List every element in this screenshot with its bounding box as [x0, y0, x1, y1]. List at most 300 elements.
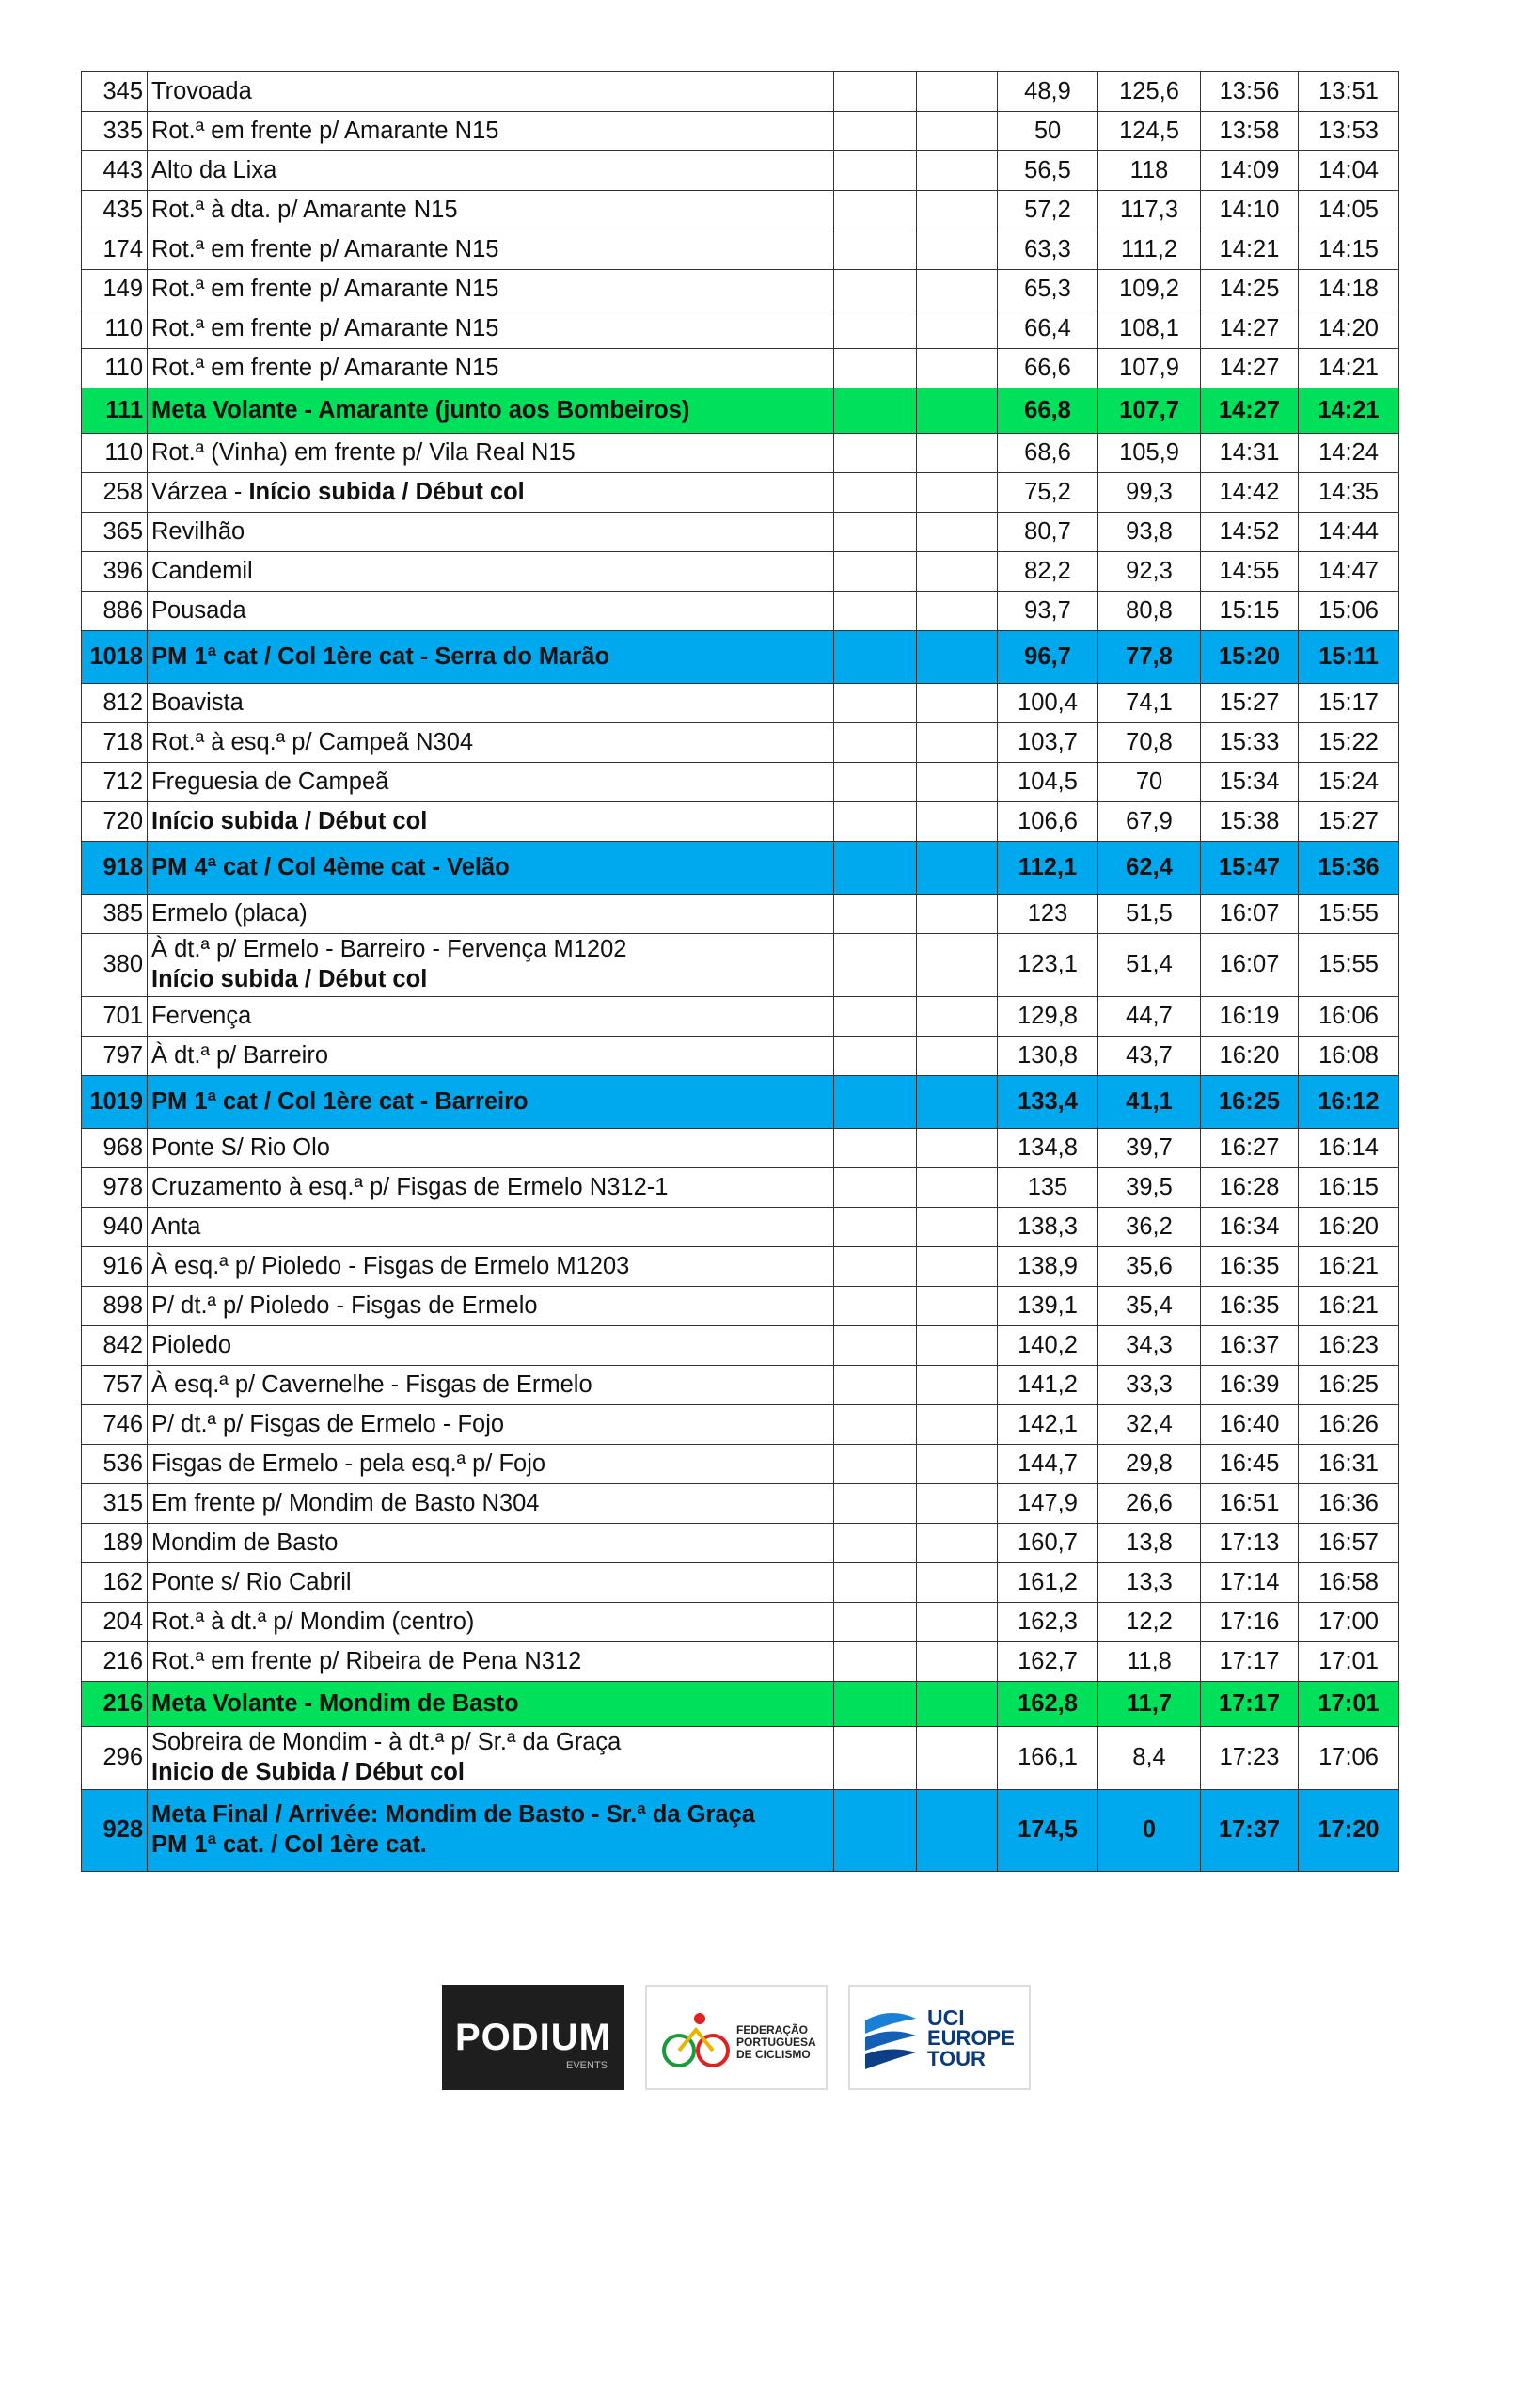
- blank-cell: [917, 997, 998, 1037]
- altitude-cell: 216: [82, 1682, 148, 1727]
- km-done-cell: 162,8: [998, 1682, 1098, 1727]
- location-line-1: Sobreira de Mondim - à dt.ª p/ Sr.ª da Graça: [151, 1729, 622, 1756]
- blank-cell: [834, 997, 917, 1037]
- time-slow-cell: 16:21: [1299, 1247, 1399, 1287]
- location-line-2: Inicio de Subida / Début col: [151, 1759, 465, 1785]
- route-row: [82, 763, 1399, 802]
- location-cell: [148, 1326, 834, 1366]
- time-slow-cell: 17:20: [1299, 1790, 1399, 1872]
- location-text: Freguesia de Campeã: [151, 768, 389, 795]
- km-done-cell: 104,5: [998, 763, 1098, 802]
- route-row: [82, 1563, 1399, 1603]
- time-slow-cell: 16:26: [1299, 1405, 1399, 1445]
- altitude-cell: 757: [82, 1366, 148, 1405]
- km-done-cell: 93,7: [998, 592, 1098, 631]
- time-fast-cell: 14:52: [1201, 513, 1299, 552]
- route-row: [82, 513, 1399, 552]
- route-row: [82, 1727, 1399, 1790]
- route-row: [82, 1366, 1399, 1405]
- km-done-cell: 162,3: [998, 1603, 1098, 1642]
- blank-cell: [917, 763, 998, 802]
- time-slow-cell: 17:06: [1299, 1727, 1399, 1790]
- time-fast-cell: 16:07: [1201, 934, 1299, 997]
- location-text: Trovoada: [151, 77, 252, 104]
- location-cell: [148, 1603, 834, 1642]
- km-remaining-cell: 36,2: [1098, 1208, 1201, 1247]
- altitude-cell: 978: [82, 1168, 148, 1208]
- blank-cell: [834, 1247, 917, 1287]
- km-done-cell: 162,7: [998, 1642, 1098, 1682]
- blank-cell: [834, 112, 917, 151]
- time-fast-cell: 15:34: [1201, 763, 1299, 802]
- blank-cell: [834, 513, 917, 552]
- km-done-cell: 65,3: [998, 270, 1098, 309]
- altitude-cell: 110: [82, 349, 148, 388]
- km-remaining-cell: 8,4: [1098, 1727, 1201, 1790]
- km-done-cell: 174,5: [998, 1790, 1098, 1872]
- blank-cell: [917, 230, 998, 270]
- blank-cell: [917, 1208, 998, 1247]
- km-done-cell: 134,8: [998, 1129, 1098, 1168]
- time-slow-cell: 14:15: [1299, 230, 1399, 270]
- time-fast-cell: 15:20: [1201, 631, 1299, 684]
- km-remaining-cell: 92,3: [1098, 552, 1201, 592]
- time-fast-cell: 14:10: [1201, 191, 1299, 230]
- blank-cell: [834, 802, 917, 842]
- time-fast-cell: 15:27: [1201, 684, 1299, 723]
- location-cell: [148, 1287, 834, 1326]
- location-text: À esq.ª p/ Pioledo - Fisgas de Ermelo M1203: [151, 1252, 630, 1279]
- blank-cell: [917, 1129, 998, 1168]
- blank-cell: [834, 309, 917, 349]
- time-slow-cell: 14:20: [1299, 309, 1399, 349]
- blank-cell: [917, 802, 998, 842]
- location-cell: [148, 270, 834, 309]
- blank-cell: [834, 230, 917, 270]
- time-fast-cell: 16:19: [1201, 997, 1299, 1037]
- time-fast-cell: 16:35: [1201, 1287, 1299, 1326]
- blank-cell: [917, 1445, 998, 1484]
- km-done-cell: 133,4: [998, 1076, 1098, 1129]
- km-remaining-cell: 11,8: [1098, 1642, 1201, 1682]
- km-done-cell: 123,1: [998, 934, 1098, 997]
- route-row: [82, 1037, 1399, 1076]
- route-row: [82, 230, 1399, 270]
- time-fast-cell: 16:27: [1201, 1129, 1299, 1168]
- altitude-cell: 886: [82, 592, 148, 631]
- location-cell: [148, 802, 834, 842]
- location-text: Rot.ª à dt.ª p/ Mondim (centro): [151, 1608, 475, 1635]
- time-fast-cell: 16:35: [1201, 1247, 1299, 1287]
- route-row: [82, 552, 1399, 592]
- location-cell: [148, 1037, 834, 1076]
- route-row: [82, 842, 1399, 895]
- blank-cell: [834, 631, 917, 684]
- time-slow-cell: 16:08: [1299, 1037, 1399, 1076]
- location-cell: [148, 191, 834, 230]
- altitude-cell: 296: [82, 1727, 148, 1790]
- km-done-cell: 129,8: [998, 997, 1098, 1037]
- time-slow-cell: 16:58: [1299, 1563, 1399, 1603]
- location-cell: [148, 1445, 834, 1484]
- time-fast-cell: 16:25: [1201, 1076, 1299, 1129]
- fpc-logo-text: FEDERAÇÃO PORTUGUESA DE CICLISMO: [736, 2023, 816, 2061]
- route-row: [82, 434, 1399, 473]
- time-fast-cell: 14:27: [1201, 309, 1299, 349]
- blank-cell: [834, 842, 917, 895]
- podium-logo: [442, 1985, 624, 2090]
- km-remaining-cell: 32,4: [1098, 1405, 1201, 1445]
- route-row: [82, 1790, 1399, 1872]
- km-done-cell: 103,7: [998, 723, 1098, 763]
- route-row: [82, 997, 1399, 1037]
- location-text: Rot.ª à dta. p/ Amarante N15: [151, 196, 458, 223]
- blank-cell: [917, 1642, 998, 1682]
- location-cell: [148, 230, 834, 270]
- location-text: Cruzamento à esq.ª p/ Fisgas de Ermelo N312-1: [151, 1173, 669, 1200]
- blank-cell: [917, 1366, 998, 1405]
- time-slow-cell: 14:35: [1299, 473, 1399, 513]
- km-remaining-cell: 51,5: [1098, 895, 1201, 934]
- location-climb-start: Início subida / Début col: [151, 807, 428, 834]
- location-text: Rot.ª em frente p/ Amarante N15: [151, 275, 499, 302]
- km-remaining-cell: 43,7: [1098, 1037, 1201, 1076]
- location-text: P/ dt.ª p/ Pioledo - Fisgas de Ermelo: [151, 1291, 538, 1319]
- route-row: [82, 684, 1399, 723]
- route-row: [82, 1484, 1399, 1524]
- km-remaining-cell: 107,7: [1098, 388, 1201, 434]
- km-remaining-cell: 41,1: [1098, 1076, 1201, 1129]
- location-climb-start: Início subida / Début col: [248, 478, 525, 505]
- blank-cell: [834, 934, 917, 997]
- km-done-cell: 48,9: [998, 72, 1098, 112]
- blank-cell: [917, 1168, 998, 1208]
- route-row: [82, 723, 1399, 763]
- route-row: [82, 151, 1399, 191]
- blank-cell: [834, 1076, 917, 1129]
- time-slow-cell: 17:01: [1299, 1642, 1399, 1682]
- km-remaining-cell: 0: [1098, 1790, 1201, 1872]
- blank-cell: [917, 112, 998, 151]
- location-cell: [148, 1366, 834, 1405]
- location-cell: [148, 349, 834, 388]
- location-text: Em frente p/ Mondim de Basto N304: [151, 1489, 540, 1516]
- altitude-cell: 718: [82, 723, 148, 763]
- km-done-cell: 100,4: [998, 684, 1098, 723]
- time-fast-cell: 16:20: [1201, 1037, 1299, 1076]
- km-remaining-cell: 108,1: [1098, 309, 1201, 349]
- blank-cell: [834, 1524, 917, 1563]
- km-remaining-cell: 93,8: [1098, 513, 1201, 552]
- route-row: [82, 1287, 1399, 1326]
- blank-cell: [834, 1445, 917, 1484]
- altitude-cell: 797: [82, 1037, 148, 1076]
- location-cell: [148, 1682, 834, 1727]
- blank-cell: [834, 1790, 917, 1872]
- location-text: Rot.ª em frente p/ Amarante N15: [151, 117, 499, 144]
- location-text: Meta Volante - Amarante (junto aos Bombeiros): [151, 396, 690, 423]
- km-remaining-cell: 34,3: [1098, 1326, 1201, 1366]
- blank-cell: [917, 1682, 998, 1727]
- blank-cell: [834, 151, 917, 191]
- km-done-cell: 82,2: [998, 552, 1098, 592]
- time-slow-cell: 16:14: [1299, 1129, 1399, 1168]
- location-cell: [148, 895, 834, 934]
- km-remaining-cell: 117,3: [1098, 191, 1201, 230]
- location-text: Alto da Lixa: [151, 156, 277, 183]
- blank-cell: [834, 1168, 917, 1208]
- location-cell: [148, 1563, 834, 1603]
- km-done-cell: 139,1: [998, 1287, 1098, 1326]
- route-rows: [82, 72, 1399, 1872]
- location-cell: [148, 763, 834, 802]
- blank-cell: [917, 1405, 998, 1445]
- altitude-cell: 258: [82, 473, 148, 513]
- time-slow-cell: 13:53: [1299, 112, 1399, 151]
- time-slow-cell: 14:24: [1299, 434, 1399, 473]
- location-cell: [148, 1129, 834, 1168]
- time-fast-cell: 17:14: [1201, 1563, 1299, 1603]
- location-text: PM 4ª cat / Col 4ème cat - Velão: [151, 853, 510, 880]
- location-cell: [148, 513, 834, 552]
- time-fast-cell: 17:17: [1201, 1682, 1299, 1727]
- blank-cell: [834, 552, 917, 592]
- blank-cell: [917, 309, 998, 349]
- km-remaining-cell: 109,2: [1098, 270, 1201, 309]
- time-fast-cell: 16:40: [1201, 1405, 1299, 1445]
- altitude-cell: 916: [82, 1247, 148, 1287]
- altitude-cell: 162: [82, 1563, 148, 1603]
- location-text: Boavista: [151, 689, 244, 716]
- km-done-cell: 147,9: [998, 1484, 1098, 1524]
- time-slow-cell: 13:51: [1299, 72, 1399, 112]
- time-fast-cell: 15:33: [1201, 723, 1299, 763]
- time-slow-cell: 16:31: [1299, 1445, 1399, 1484]
- blank-cell: [834, 1603, 917, 1642]
- blank-cell: [834, 473, 917, 513]
- location-text: Candemil: [151, 557, 253, 584]
- km-done-cell: 68,6: [998, 434, 1098, 473]
- altitude-cell: 918: [82, 842, 148, 895]
- km-remaining-cell: 107,9: [1098, 349, 1201, 388]
- location-cell: [148, 1168, 834, 1208]
- time-slow-cell: 14:21: [1299, 388, 1399, 434]
- time-fast-cell: 16:07: [1201, 895, 1299, 934]
- time-fast-cell: 15:15: [1201, 592, 1299, 631]
- route-row: [82, 1524, 1399, 1563]
- km-remaining-cell: 35,6: [1098, 1247, 1201, 1287]
- route-row: [82, 1642, 1399, 1682]
- km-done-cell: 140,2: [998, 1326, 1098, 1366]
- location-text: Pousada: [151, 596, 246, 624]
- blank-cell: [834, 592, 917, 631]
- km-done-cell: 130,8: [998, 1037, 1098, 1076]
- route-row: [82, 1076, 1399, 1129]
- location-cell: [148, 552, 834, 592]
- location-cell: [148, 631, 834, 684]
- time-slow-cell: 14:05: [1299, 191, 1399, 230]
- time-slow-cell: 15:17: [1299, 684, 1399, 723]
- time-fast-cell: 16:34: [1201, 1208, 1299, 1247]
- blank-cell: [917, 934, 998, 997]
- blank-cell: [917, 842, 998, 895]
- location-text: Rot.ª em frente p/ Ribeira de Pena N312: [151, 1647, 582, 1674]
- time-fast-cell: 14:09: [1201, 151, 1299, 191]
- altitude-cell: 174: [82, 230, 148, 270]
- time-fast-cell: 14:25: [1201, 270, 1299, 309]
- altitude-cell: 842: [82, 1326, 148, 1366]
- time-fast-cell: 14:31: [1201, 434, 1299, 473]
- blank-cell: [834, 72, 917, 112]
- route-row: [82, 1682, 1399, 1727]
- blank-cell: [917, 1563, 998, 1603]
- altitude-cell: 204: [82, 1603, 148, 1642]
- blank-cell: [917, 270, 998, 309]
- location-cell: [148, 934, 834, 997]
- km-done-cell: 63,3: [998, 230, 1098, 270]
- blank-cell: [834, 191, 917, 230]
- route-row: [82, 1129, 1399, 1168]
- route-row: [82, 1445, 1399, 1484]
- blank-cell: [917, 1790, 998, 1872]
- location-text: Rot.ª à esq.ª p/ Campeã N304: [151, 728, 474, 755]
- km-remaining-cell: 13,3: [1098, 1563, 1201, 1603]
- blank-cell: [917, 592, 998, 631]
- km-remaining-cell: 99,3: [1098, 473, 1201, 513]
- time-fast-cell: 13:58: [1201, 112, 1299, 151]
- route-row: [82, 1208, 1399, 1247]
- km-done-cell: 123: [998, 895, 1098, 934]
- blank-cell: [834, 763, 917, 802]
- blank-cell: [834, 1208, 917, 1247]
- time-fast-cell: 16:45: [1201, 1445, 1299, 1484]
- time-slow-cell: 15:06: [1299, 592, 1399, 631]
- location-cell: [148, 842, 834, 895]
- location-text: Ermelo (placa): [151, 899, 308, 927]
- location-cell: [148, 592, 834, 631]
- blank-cell: [917, 513, 998, 552]
- km-done-cell: 112,1: [998, 842, 1098, 895]
- time-slow-cell: 14:21: [1299, 349, 1399, 388]
- altitude-cell: 365: [82, 513, 148, 552]
- km-done-cell: 96,7: [998, 631, 1098, 684]
- time-slow-cell: 14:04: [1299, 151, 1399, 191]
- altitude-cell: 335: [82, 112, 148, 151]
- time-slow-cell: 15:24: [1299, 763, 1399, 802]
- altitude-cell: 385: [82, 895, 148, 934]
- route-row: [82, 473, 1399, 513]
- km-done-cell: 142,1: [998, 1405, 1098, 1445]
- km-remaining-cell: 105,9: [1098, 434, 1201, 473]
- blank-cell: [917, 1287, 998, 1326]
- altitude-cell: 435: [82, 191, 148, 230]
- blank-cell: [917, 552, 998, 592]
- route-row: [82, 191, 1399, 230]
- km-remaining-cell: 70,8: [1098, 723, 1201, 763]
- time-fast-cell: 14:27: [1201, 388, 1299, 434]
- km-remaining-cell: 33,3: [1098, 1366, 1201, 1405]
- location-cell: [148, 388, 834, 434]
- km-done-cell: 56,5: [998, 151, 1098, 191]
- time-slow-cell: 15:27: [1299, 802, 1399, 842]
- blank-cell: [917, 72, 998, 112]
- altitude-cell: 712: [82, 763, 148, 802]
- altitude-cell: 149: [82, 270, 148, 309]
- blank-cell: [834, 895, 917, 934]
- time-slow-cell: 14:47: [1299, 552, 1399, 592]
- time-slow-cell: 16:25: [1299, 1366, 1399, 1405]
- route-row: [82, 1247, 1399, 1287]
- altitude-cell: 1018: [82, 631, 148, 684]
- time-slow-cell: 14:44: [1299, 513, 1399, 552]
- km-remaining-cell: 70: [1098, 763, 1201, 802]
- location-cell: [148, 1405, 834, 1445]
- podium-logo-text: PODIUM: [455, 2017, 611, 2058]
- uci-swoosh-logo-icon: [858, 2002, 923, 2077]
- time-slow-cell: 16:23: [1299, 1326, 1399, 1366]
- blank-cell: [917, 349, 998, 388]
- blank-cell: [834, 1642, 917, 1682]
- location-text: Várzea -: [151, 478, 249, 505]
- location-cell: [148, 309, 834, 349]
- location-text: Ponte S/ Rio Olo: [151, 1133, 330, 1161]
- km-remaining-cell: 111,2: [1098, 230, 1201, 270]
- location-cell: [148, 1247, 834, 1287]
- altitude-cell: 928: [82, 1790, 148, 1872]
- km-done-cell: 138,9: [998, 1247, 1098, 1287]
- time-fast-cell: 15:47: [1201, 842, 1299, 895]
- time-fast-cell: 14:55: [1201, 552, 1299, 592]
- blank-cell: [834, 684, 917, 723]
- km-remaining-cell: 44,7: [1098, 997, 1201, 1037]
- altitude-cell: 898: [82, 1287, 148, 1326]
- km-remaining-cell: 125,6: [1098, 72, 1201, 112]
- location-cell: [148, 473, 834, 513]
- blank-cell: [917, 723, 998, 763]
- km-remaining-cell: 26,6: [1098, 1484, 1201, 1524]
- blank-cell: [834, 1129, 917, 1168]
- route-row: [82, 1603, 1399, 1642]
- km-remaining-cell: 12,2: [1098, 1603, 1201, 1642]
- blank-cell: [917, 895, 998, 934]
- time-slow-cell: 17:01: [1299, 1682, 1399, 1727]
- blank-cell: [917, 1603, 998, 1642]
- km-done-cell: 57,2: [998, 191, 1098, 230]
- altitude-cell: 111: [82, 388, 148, 434]
- blank-cell: [834, 1405, 917, 1445]
- location-text: À esq.ª p/ Cavernelhe - Fisgas de Ermelo: [151, 1370, 592, 1398]
- km-done-cell: 138,3: [998, 1208, 1098, 1247]
- time-slow-cell: 16:06: [1299, 997, 1399, 1037]
- blank-cell: [917, 631, 998, 684]
- km-remaining-cell: 124,5: [1098, 112, 1201, 151]
- location-text: Mondim de Basto: [151, 1529, 339, 1556]
- time-slow-cell: 15:55: [1299, 895, 1399, 934]
- altitude-cell: 812: [82, 684, 148, 723]
- fpc-logo: [645, 1985, 828, 2090]
- location-cell: [148, 1076, 834, 1129]
- location-cell: [148, 1642, 834, 1682]
- time-fast-cell: 14:42: [1201, 473, 1299, 513]
- time-slow-cell: 15:11: [1299, 631, 1399, 684]
- km-done-cell: 141,2: [998, 1366, 1098, 1405]
- altitude-cell: 110: [82, 309, 148, 349]
- km-remaining-cell: 80,8: [1098, 592, 1201, 631]
- route-row: [82, 1168, 1399, 1208]
- uci-logo: [848, 1985, 1031, 2090]
- km-done-cell: 75,2: [998, 473, 1098, 513]
- location-cell: [148, 434, 834, 473]
